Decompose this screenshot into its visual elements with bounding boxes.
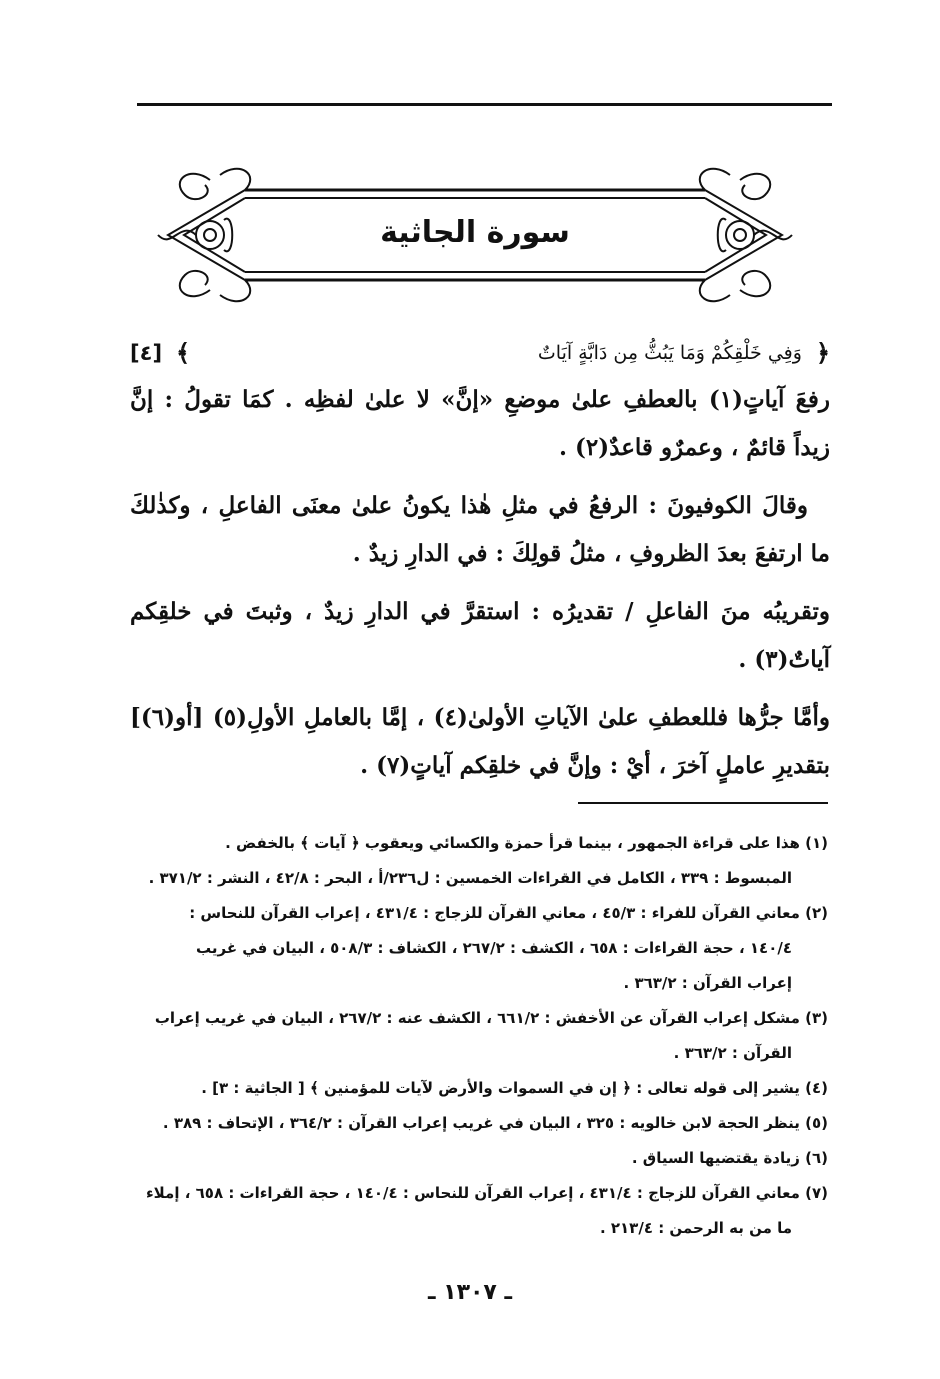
paragraph-1: رفعَ آياتٍ(١) بالعطفِ علىٰ موضعِ «إنَّ» لا علىٰ لفظِه . كمَا تقولُ : إنَّ زيداً قائمٌ ، وعمرٌو قاعدٌ(٢) . <box>130 386 830 461</box>
verse-text: وَفِي خَلْقِكُمْ وَمَا يَبُثُّ مِن دَابَّةٍ آيَاتٌ <box>537 342 802 364</box>
page-number: ـ ١٣٠٧ ـ <box>427 1280 513 1305</box>
footnote-1-line-1: (١) هذا على قراءة الجمهور ، بينما قرأ حمزة والكسائي ويعقوب ﴿ آيات ﴾ بالخفض . <box>225 834 828 852</box>
footnote-6-line-1: (٦) زيادة يقتضيها السياق . <box>631 1149 828 1167</box>
main-text <box>130 330 830 790</box>
footnotes <box>128 826 828 1246</box>
header-rule <box>137 103 832 106</box>
footnote-3 <box>128 1001 828 1071</box>
footnote-7-line-2: ما من به الرحمن : ٢١٣/٤ . <box>599 1219 792 1237</box>
verse-reference: [٤] <box>130 341 163 365</box>
quran-verse-line <box>130 330 830 376</box>
footnote-2-line-2: ١٤٠/٤ ، حجة القراءات : ٦٥٨ ، الكشف : ٢٦٧/٢ ، الكشاف : ٥٠٨/٣ ، البيان في غريب <box>195 939 792 957</box>
surah-title: سورة الجاثية <box>380 215 570 250</box>
footnote-6 <box>128 1141 828 1176</box>
footnote-4-line-1: (٤) يشير إلى قوله تعالى : ﴿ إن في السموات والأرض لآيات للمؤمنين ﴾ [ الجاثية : ٣] . <box>201 1079 828 1097</box>
footnote-2-line-1: (٢) معاني القرآن للفراء : ٤٥/٣ ، معاني القرآن للزجاج : ٤٣١/٤ ، إعراب القرآن للنحاس : <box>189 904 828 922</box>
paragraph-2: وقالَ الكوفيونَ : الرفعُ في مثلِ هٰذا يكونُ علىٰ معنَى الفاعلِ ، وكذٰلكَ ما ارتفعَ بعدَ الظروفِ ، مثلُ قولِكَ : في الدارِ زيدٌ . <box>130 492 830 567</box>
footnote-3-line-1: (٣) مشكل إعراب القرآن عن الأخفش : ٦٦١/٢ ، الكشف عنه : ٢٦٧/٢ ، البيان في غريب إعراب <box>154 1009 828 1027</box>
footnote-separator <box>578 802 828 804</box>
verse-close-bracket: ﴾ <box>176 339 191 367</box>
footnote-4 <box>128 1071 828 1106</box>
footnote-5 <box>128 1106 828 1141</box>
verse-open-bracket: ﴿ <box>815 339 830 367</box>
footnote-5-line-1: (٥) ينظر الحجة لابن خالويه : ٣٢٥ ، البيان في غريب إعراب القرآن : ٣٦٤/٢ ، الإتحاف : ٣٨٩ . <box>162 1114 828 1132</box>
verse-main <box>538 329 830 377</box>
paragraph-3: وتقريبُه منَ الفاعلِ / تقديرُه : استقرَّ في الدارِ زيدٌ ، وثبتَ في خلقِكم آياتٌ(٣) . <box>130 598 830 673</box>
surah-title-frame <box>150 160 800 310</box>
verse-end <box>130 329 190 377</box>
footnote-1-line-2: المبسوط : ٣٣٩ ، الكامل في القراءات الخمسين : ل٢٣٦/أ ، البحر : ٤٢/٨ ، النشر : ٣٧١/٢ . <box>148 869 792 887</box>
footnote-3-line-2: القرآن : ٣٦٣/٢ . <box>673 1044 792 1062</box>
paragraph-4: وأمَّا جرُّها فللعطفِ علىٰ الآياتِ الأولىٰ(٤) ، إمَّا بالعاملِ الأولِ(٥) [أو(٦)] بتقديرِ عاملٍ آخرَ ، أيْ : وإنَّ في خلقِكم آياتٍ(٧) . <box>130 704 830 779</box>
footnote-7-line-1: (٧) معاني القرآن للزجاج : ٤٣١/٤ ، إعراب القرآن للنحاس : ١٤٠/٤ ، حجة القراءات : ٦٥٨ ، إملاء <box>146 1184 828 1202</box>
footnote-2 <box>128 896 828 1001</box>
footnote-1 <box>128 826 828 896</box>
footnote-7 <box>128 1176 828 1246</box>
footnote-2-line-3: إعراب القرآن : ٣٦٣/٢ . <box>623 974 792 992</box>
